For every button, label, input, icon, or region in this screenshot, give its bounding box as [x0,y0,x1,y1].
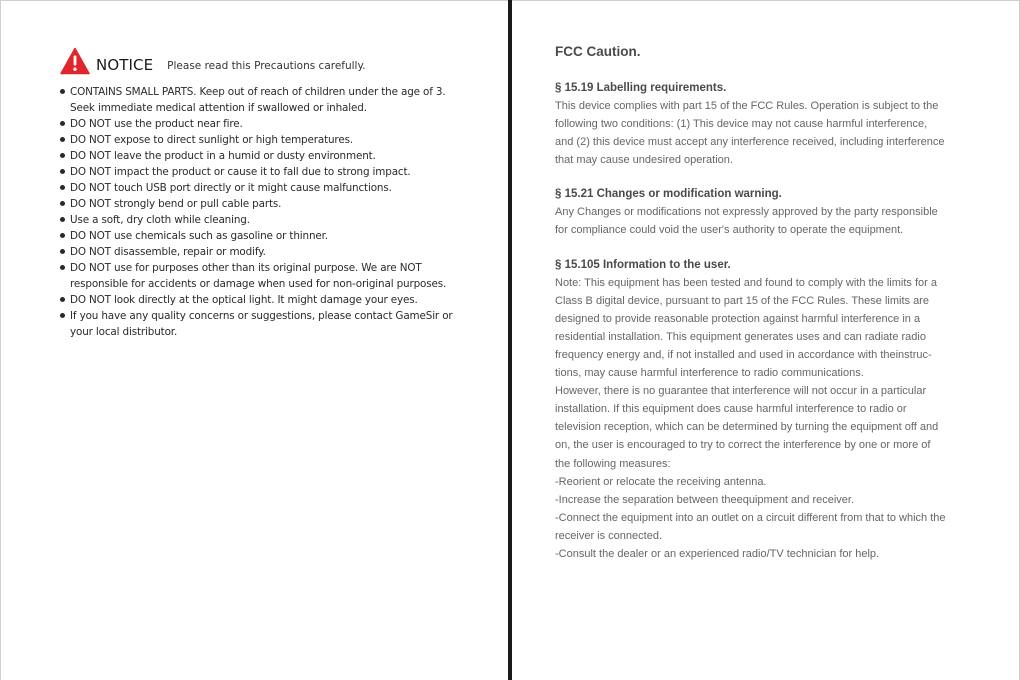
bullet-icon [60,121,65,126]
fcc-text-line: for compliance could void the user's authority to operate the equipment. [555,224,904,237]
fcc-section-heading: § 15.19 Labelling requirements. [555,82,727,94]
bullet-icon [60,169,65,174]
fcc-text-line: This device complies with part 15 of the FCC Rules. Operation is subject to the [555,100,939,112]
precaution-item [60,180,455,196]
fcc-title: FCC Caution. [555,44,641,59]
bullet-icon [60,297,65,302]
precaution-line: CONTAINS SMALL PARTS. Keep out of reach of children under the age of 3. [70,86,446,98]
precaution-item [60,228,455,244]
precaution-item [60,132,455,148]
bullet-icon [60,313,65,318]
bullet-icon [60,185,65,190]
precaution-line: DO NOT strongly bend or pull cable parts. [70,198,282,210]
fcc-section [555,185,995,239]
notice-header [60,45,366,75]
fcc-text-line: following two conditions: (1) This device may not cause harmful interference, [555,118,928,131]
fcc-text-line: television reception, which can be determined by turning the equipment off and [555,421,939,434]
fcc-text-line: and (2) this device must accept any interference received, including interference [555,136,945,149]
fcc-text-line: designed to provide reasonable protection against harmful interference in a [555,312,921,325]
fcc-text-line: on, the user is encouraged to try to correct the interference by one or more of [555,439,931,452]
fcc-text-line: Note: This equipment has been tested and found to comply with the limits for a [555,276,937,289]
precaution-line: DO NOT impact the product or cause it to fall due to strong impact. [70,166,411,178]
warning-triangle-icon [60,47,90,75]
bullet-icon [60,137,65,142]
fcc-section [555,256,995,564]
precautions-list [60,84,455,340]
precaution-line: DO NOT expose to direct sunlight or high temperatures. [70,134,353,146]
fcc-section-heading: § 15.105 Information to the user. [555,258,731,271]
precaution-item [60,292,455,308]
fcc-text-line: that may cause undesired operation. [555,154,733,167]
fcc-sections [555,79,995,563]
precaution-line: DO NOT use chemicals such as gasoline or thinner. [70,230,328,242]
notice-title: NOTICE [96,56,154,74]
right-page-fcc [512,0,1020,680]
precaution-line: Seek immediate medical attention if swallowed or inhaled. [70,102,367,114]
bullet-icon [60,217,65,222]
fcc-text-line: tions, may cause harmful interference to radio communications. [555,367,864,380]
precaution-line: DO NOT use the product near fire. [70,118,243,130]
fcc-text-line: -Reorient or relocate the receiving antenna. [555,475,767,488]
bullet-icon [60,265,65,270]
fcc-text-line: However, there is no guarantee that interference will not occur in a particular [555,385,927,398]
fcc-text-line: receiver is connected. [555,529,662,542]
fcc-text-line: Class B digital device, pursuant to part 15 of the FCC Rules. These limits are [555,294,929,307]
fcc-section [555,79,995,169]
fcc-text-line: Any Changes or modifications not expressly approved by the party responsible [555,206,938,219]
left-page-notice [0,0,508,680]
precaution-item [60,308,455,340]
fcc-text-line: the following measures: [555,457,671,470]
bullet-icon [60,153,65,158]
notice-subtitle: Please read this Precautions carefully. [167,60,366,72]
precaution-item [60,148,455,164]
bullet-icon [60,233,65,238]
precaution-item [60,164,455,180]
precaution-line: DO NOT leave the product in a humid or dusty environment. [70,150,376,162]
precaution-line: responsible for accidents or damage when used for non-original purposes. [70,278,447,290]
precaution-line: Use a soft, dry cloth while cleaning. [70,214,250,226]
precaution-line: DO NOT use for purposes other than its original purpose. We are NOT [70,262,422,274]
precaution-item [60,244,455,260]
precaution-item [60,116,455,132]
bullet-icon [60,249,65,254]
precaution-line: DO NOT disassemble, repair or modify. [70,246,266,258]
bullet-icon [60,89,65,94]
fcc-text-line: -Increase the separation between theequipment and receiver. [555,493,855,506]
precaution-line: your local distributor. [70,326,178,338]
fcc-block [555,43,995,579]
fcc-text-line: -Consult the dealer or an experienced radio/TV technician for help. [555,547,880,560]
precaution-line: DO NOT touch USB port directly or it might cause malfunctions. [70,182,392,194]
fcc-text-line: frequency energy and, if not installed and used in accordance with theinstruc- [555,348,932,361]
precaution-item [60,84,455,116]
precaution-item [60,260,455,292]
fcc-text-line: -Connect the equipment into an outlet on a circuit different from that to which the [555,511,946,524]
precaution-line: If you have any quality concerns or suggestions, please contact GameSir or [70,310,453,322]
fcc-text-line: residential installation. This equipment generates uses and can radiate radio [555,330,926,343]
precaution-item [60,212,455,228]
fcc-section-heading: § 15.21 Changes or modification warning. [555,188,782,201]
fcc-text-line: installation. If this equipment does cause harmful interference to radio or [555,403,907,416]
precaution-item [60,196,455,212]
bullet-icon [60,201,65,206]
precaution-line: DO NOT look directly at the optical light. It might damage your eyes. [70,294,418,306]
